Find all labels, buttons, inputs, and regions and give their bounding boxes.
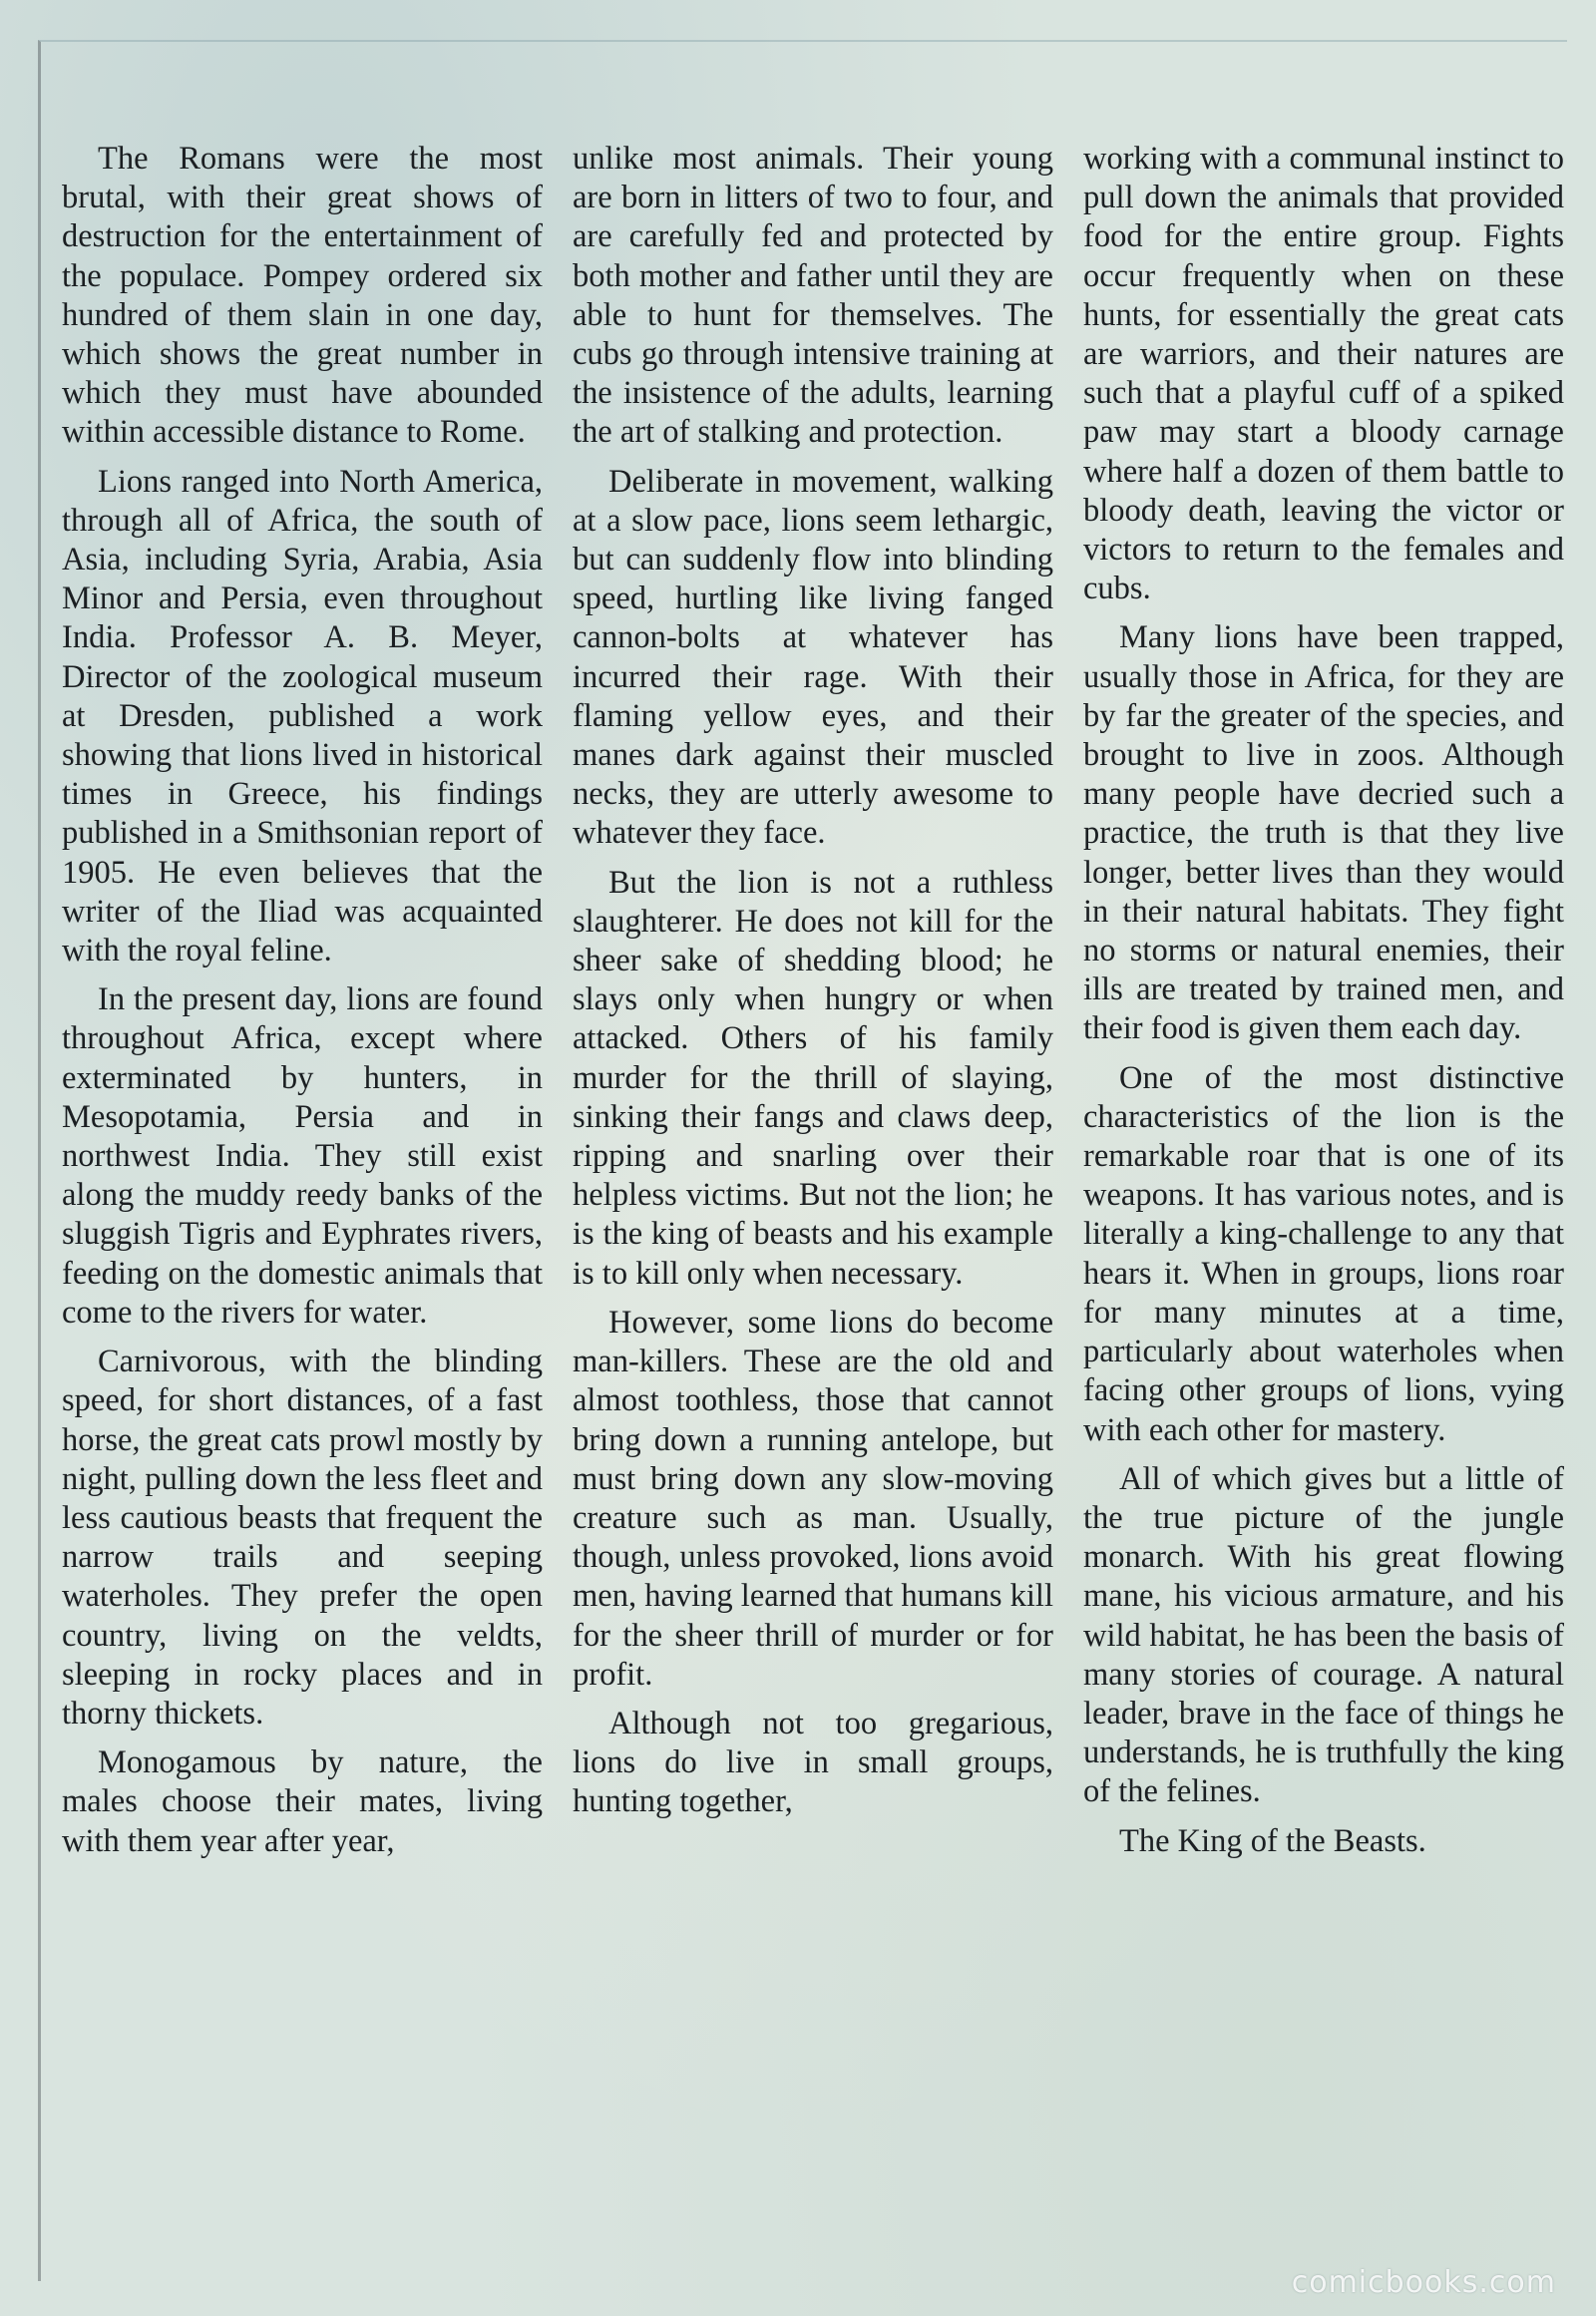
paragraph: The Romans were the most brutal, with their great shows of destruction for the entertainment of the populace. Pompey ordered six hundred of them slain in one day, which shows the great number in which they must have abounded within accessible distance to Rome.	[62, 141, 543, 451]
watermark: comicbooks.com	[1291, 2265, 1556, 2300]
paragraph: Monogamous by nature, the males choose their mates, living with them year after year,	[62, 1744, 543, 1859]
closing-line: The King of the Beasts.	[1119, 1822, 1426, 1859]
paragraph: But the lion is not a ruthless slaughterer. He does not kill for the sheer sake of shedding blood; he slays only when hungry or when attacked. Others of his family murder for the thrill of slaying, sinking their fangs and claws deep, ripping and snarling over their helpless victims. But not the lion; he is the king of beasts and his example is to kill only when necessary.	[573, 864, 1053, 1292]
column-2	[573, 140, 1053, 2234]
column-1	[62, 140, 543, 2234]
paragraph: All of which gives but a little of the true picture of the jungle monarch. With his great flowing mane, his vicious armature, and his wild habitat, he has been the basis of many stories of courage. A natural leader, brave in the face of things he understands, he is truthfully the king of the felines.	[1083, 1460, 1564, 1810]
paragraph: In the present day, lions are found throughout Africa, except where exterminated by hunters, in Mesopotamia, Persia and in northwest India. They still exist along the muddy reedy banks of the sluggish Tigris and Eyphrates rivers, feeding on the domestic animals that come to the rivers for water.	[62, 981, 543, 1331]
paragraph: Deliberate in movement, walking at a slow pace, lions seem lethargic, but can suddenly flow into blinding speed, hurtling like living fanged cannon-bolts at whatever has incurred their rage. With their flaming yellow eyes, and their manes dark against their muscled necks, they are utterly awesome to whatever they face.	[573, 463, 1053, 852]
paragraph: One of the most distinctive characteristics of the lion is the remarkable roar that is one of its weapons. It has various notes, and is literally a king-challenge to any that hears it. When in groups, lions roar for many minutes at a time, particularly about waterholes when facing other groups of lions, vying with each other for mastery.	[1083, 1059, 1564, 1448]
paragraph: However, some lions do become man-killers. These are the old and almost toothless, those that cannot bring down a running antelope, but must bring down any slow-moving creature such as man. Usually, though, unless provoked, lions avoid men, having learned that humans kill for the sheer thrill of murder or for profit.	[573, 1304, 1053, 1693]
paragraph: Many lions have been trapped, usually those in Africa, for they are by far the greater of the species, and brought to live in zoos. Although many people have decried such a practice, the truth is that they live longer, better lives than they would in their natural habitats. They fight no storms or natural enemies, their ills are treated by trained men, and their food is given them each day.	[1083, 619, 1564, 1047]
paragraph: working with a communal instinct to pull down the animals that provided food for the entire group. Fights occur frequently when on these hunts, for essentially the great cats are warriors, and their natures are such that a playful cuff of a spiked paw may start a bloody carnage where half a dozen of them battle to bloody death, leaving the victor or victors to return to the females and cubs.	[1083, 141, 1564, 607]
paragraph: unlike most animals. Their young are born in litters of two to four, and are carefully fed and protected by both mother and father until they are able to hunt for themselves. The cubs go through intensive training at the insistence of the adults, learning the art of stalking and protection.	[573, 141, 1053, 451]
paragraph: Although not too gregarious, lions do live in small groups, hunting together,	[573, 1705, 1053, 1820]
article-body	[62, 140, 1566, 2234]
column-3	[1083, 140, 1564, 2234]
paragraph: Lions ranged into North America, through all of Africa, the south of Asia, including Syria, Arabia, Asia Minor and Persia, even throughout India. Professor A. B. Meyer, Director of the zoological museum at Dresden, published a work showing that lions lived in historical times in Greece, his findings published in a Smithsonian report of 1905. He even believes that the writer of the Iliad was acquainted with the royal feline.	[62, 463, 543, 969]
paragraph: Carnivorous, with the blinding speed, for short distances, of a fast horse, the great cats prowl mostly by night, pulling down the less fleet and less cautious beasts that frequent the narrow trails and seeping waterholes. They prefer the open country, living on the veldts, sleeping in rocky places and in thorny thickets.	[62, 1344, 543, 1732]
